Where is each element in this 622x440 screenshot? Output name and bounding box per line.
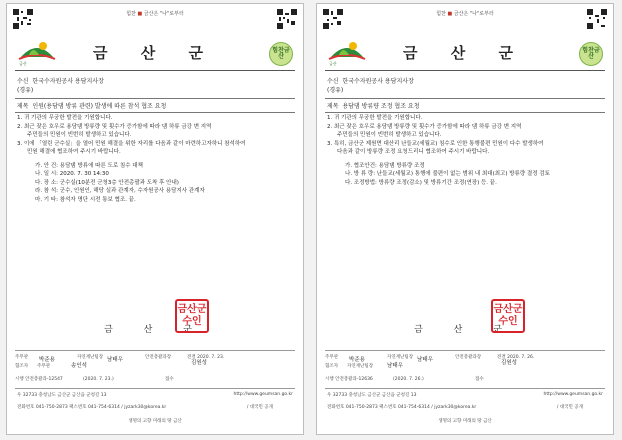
divider [325,350,605,351]
subject-line: 제목 용담댐 방류량 조정 협조 요청 [325,98,605,113]
role-label: 협조자 [325,364,339,369]
body-line: 주민들의 민원이 빈번히 발생하고 있습니다. [337,132,442,138]
dispatch-number: 시행 안전총괄과-12636 [325,377,373,382]
divider [325,70,605,71]
qr-code-icon [587,9,607,29]
receipt-label: 접수 [475,377,484,382]
role-label: 주무관 [15,355,29,360]
detail-line: 마. 기 타: 참석자 명단 시전 통보 협조. 끝. [35,196,136,203]
detail-line: 가. 안 건: 용담댐 방류에 따른 도로 침수 대책 [35,162,143,169]
detail-line: 가. 협조안건: 용담댐 방류량 조정 [345,162,425,169]
recipient-line: 수신 한국수자원공사 용담지사장 [327,78,414,85]
signer-name: 박준용 [349,357,365,363]
issuer-name: 금 산 군 [104,325,206,335]
slogan: 힘찬 ■ 금산은 "나"로부터 [126,11,184,17]
via-line: (경유) [327,87,344,94]
dispatch-date: (2020. 7. 26.) [393,377,424,382]
logo-label: 금산 [329,61,337,66]
document-page-1 [6,3,304,435]
dispatch-number: 시행 안전총괄과-12547 [15,377,63,382]
detail-line: 다. 장 소: 군수실(10분전 군청3층 안전총괄과 도착 후 안내) [35,179,179,186]
divider [15,388,295,389]
body-line: 민원 해결에 협조하여 주시기 바랍니다. [27,149,121,155]
contact-line: 전화번호 041-750-2873 팩스번호 041-754-6314 / jyzark30@korea.kr / 대국민 공개 [327,405,583,410]
role-label: 협조자 [15,364,29,369]
detail-line: 다. 조정방법: 방류량 조정(감소) 및 방류기간 조정(연장) 등. 끝. [345,179,497,186]
approval-date: 전결 2020. 7. 23. [187,355,225,360]
slogan: 힘찬 ■ 금산은 "나"로부터 [436,11,494,17]
role-label: 자연재난팀장 [347,364,374,369]
body-line: 다음과 같이 방류량 조정 요청드리니 협조하여 주시기 바랍니다. [337,149,490,155]
role-label: 주무관 [37,364,51,369]
city-emblem: 힘찬금산 [579,42,603,66]
signer-name: 김원성 [191,360,207,366]
receipt-label: 접수 [165,377,174,382]
body-line: 3. 이에 「열린 군수실」을 열어 민원 해결을 위한 자리를 다음과 같이 마련하고자하니 참석하여 [17,140,246,147]
recipient-line: 수신 한국수자원공사 용담지사장 [17,78,104,85]
qr-code-icon [13,9,33,29]
signer-name: 남태우 [107,357,123,363]
approval-date: 전결 2020. 7. 26. [497,355,535,360]
contact-line: 전화번호 041-750-2873 팩스번호 041-754-6314 / jyzark30@korea.kr / 대국민 공개 [17,405,273,410]
document-body [327,114,603,187]
body-line: 1. 귀 기관의 무궁한 발전을 기원합니다. [17,115,113,121]
footer-slogan: 생명의 고향 미래의 땅 금산 [128,419,182,424]
role-label: 안전총괄과장 [455,355,482,360]
document-page-2 [316,3,614,435]
organization-title: 금 산 군 [403,44,527,62]
role-label: 주무관 [325,355,339,360]
city-emblem: 힘찬금산 [269,42,293,66]
detail-line: 라. 참 석: 군수, 인원인, 해당 실과 관계자, 수자원공사 용담지사 관계자 [35,188,205,194]
role-label: 자연재난팀장 [387,355,414,360]
qr-code-icon [277,9,297,29]
signer-name: 박준용 [39,357,55,363]
divider [15,350,295,351]
official-seal: 금산군수인 [491,299,525,333]
signer-name: 김원성 [501,360,517,366]
address-line: 우 32733 충청남도 금산군 금산읍 군청길 13 http://www.geumsan.go.kr [17,392,293,398]
signer-name: 남태우 [417,357,433,363]
logo-label: 금산 [19,61,27,66]
qr-code-icon [323,9,343,29]
approval-block [325,354,605,385]
body-line: 3. 특히, 금산군 제원면 대산리 난들교(세월교) 침수로 인한 통행불편 민원이 다수 발생하여 [327,140,544,147]
role-label: 자연재난팀장 [77,355,104,360]
subject-line: 제목 인원(용담댐 방류 관련) 발생에 따른 참석 협조 요청 [15,98,295,113]
divider [325,388,605,389]
divider [15,70,295,71]
approval-block [15,354,295,385]
signer-name: 송인석 [71,363,87,369]
body-line: 주민들의 민원이 빈번히 발생하고 있습니다. [27,132,132,138]
footer-slogan: 생명의 고향 미래의 땅 금산 [438,419,492,424]
address-line: 우 32733 충청남도 금산군 금산읍 군청길 13 http://www.geumsan.go.kr [327,392,603,398]
role-label: 안전총괄과장 [145,355,172,360]
document-body [17,114,293,204]
dispatch-date: (2020. 7. 23.) [83,377,114,382]
official-seal: 금산군수인 [175,299,209,333]
body-line: 2. 최근 잦은 호우로 용담댐 방류량 및 횟수가 증가함에 따라 댐 하류 금강 변 지역 [327,123,522,130]
signer-name: 남태우 [387,363,403,369]
organization-title: 금 산 군 [93,44,217,62]
body-line: 2. 최근 잦은 호우로 용담댐 방류량 및 횟수가 증가함에 따라 댐 하류 금강 변 지역 [17,123,212,130]
detail-line: 나. 방 류 량: 난들교(세월교) 통행에 불편이 없는 범위 내 최대(최고) 방류량 결정 검토 [345,171,550,177]
via-line: (경유) [17,87,34,94]
body-line: 1. 귀 기관의 무궁한 발전을 기원합니다. [327,115,423,121]
issuer-name: 금 산 군 [414,325,516,335]
detail-line: 나. 일 시: 2020. 7. 30 14:30 [35,171,109,177]
